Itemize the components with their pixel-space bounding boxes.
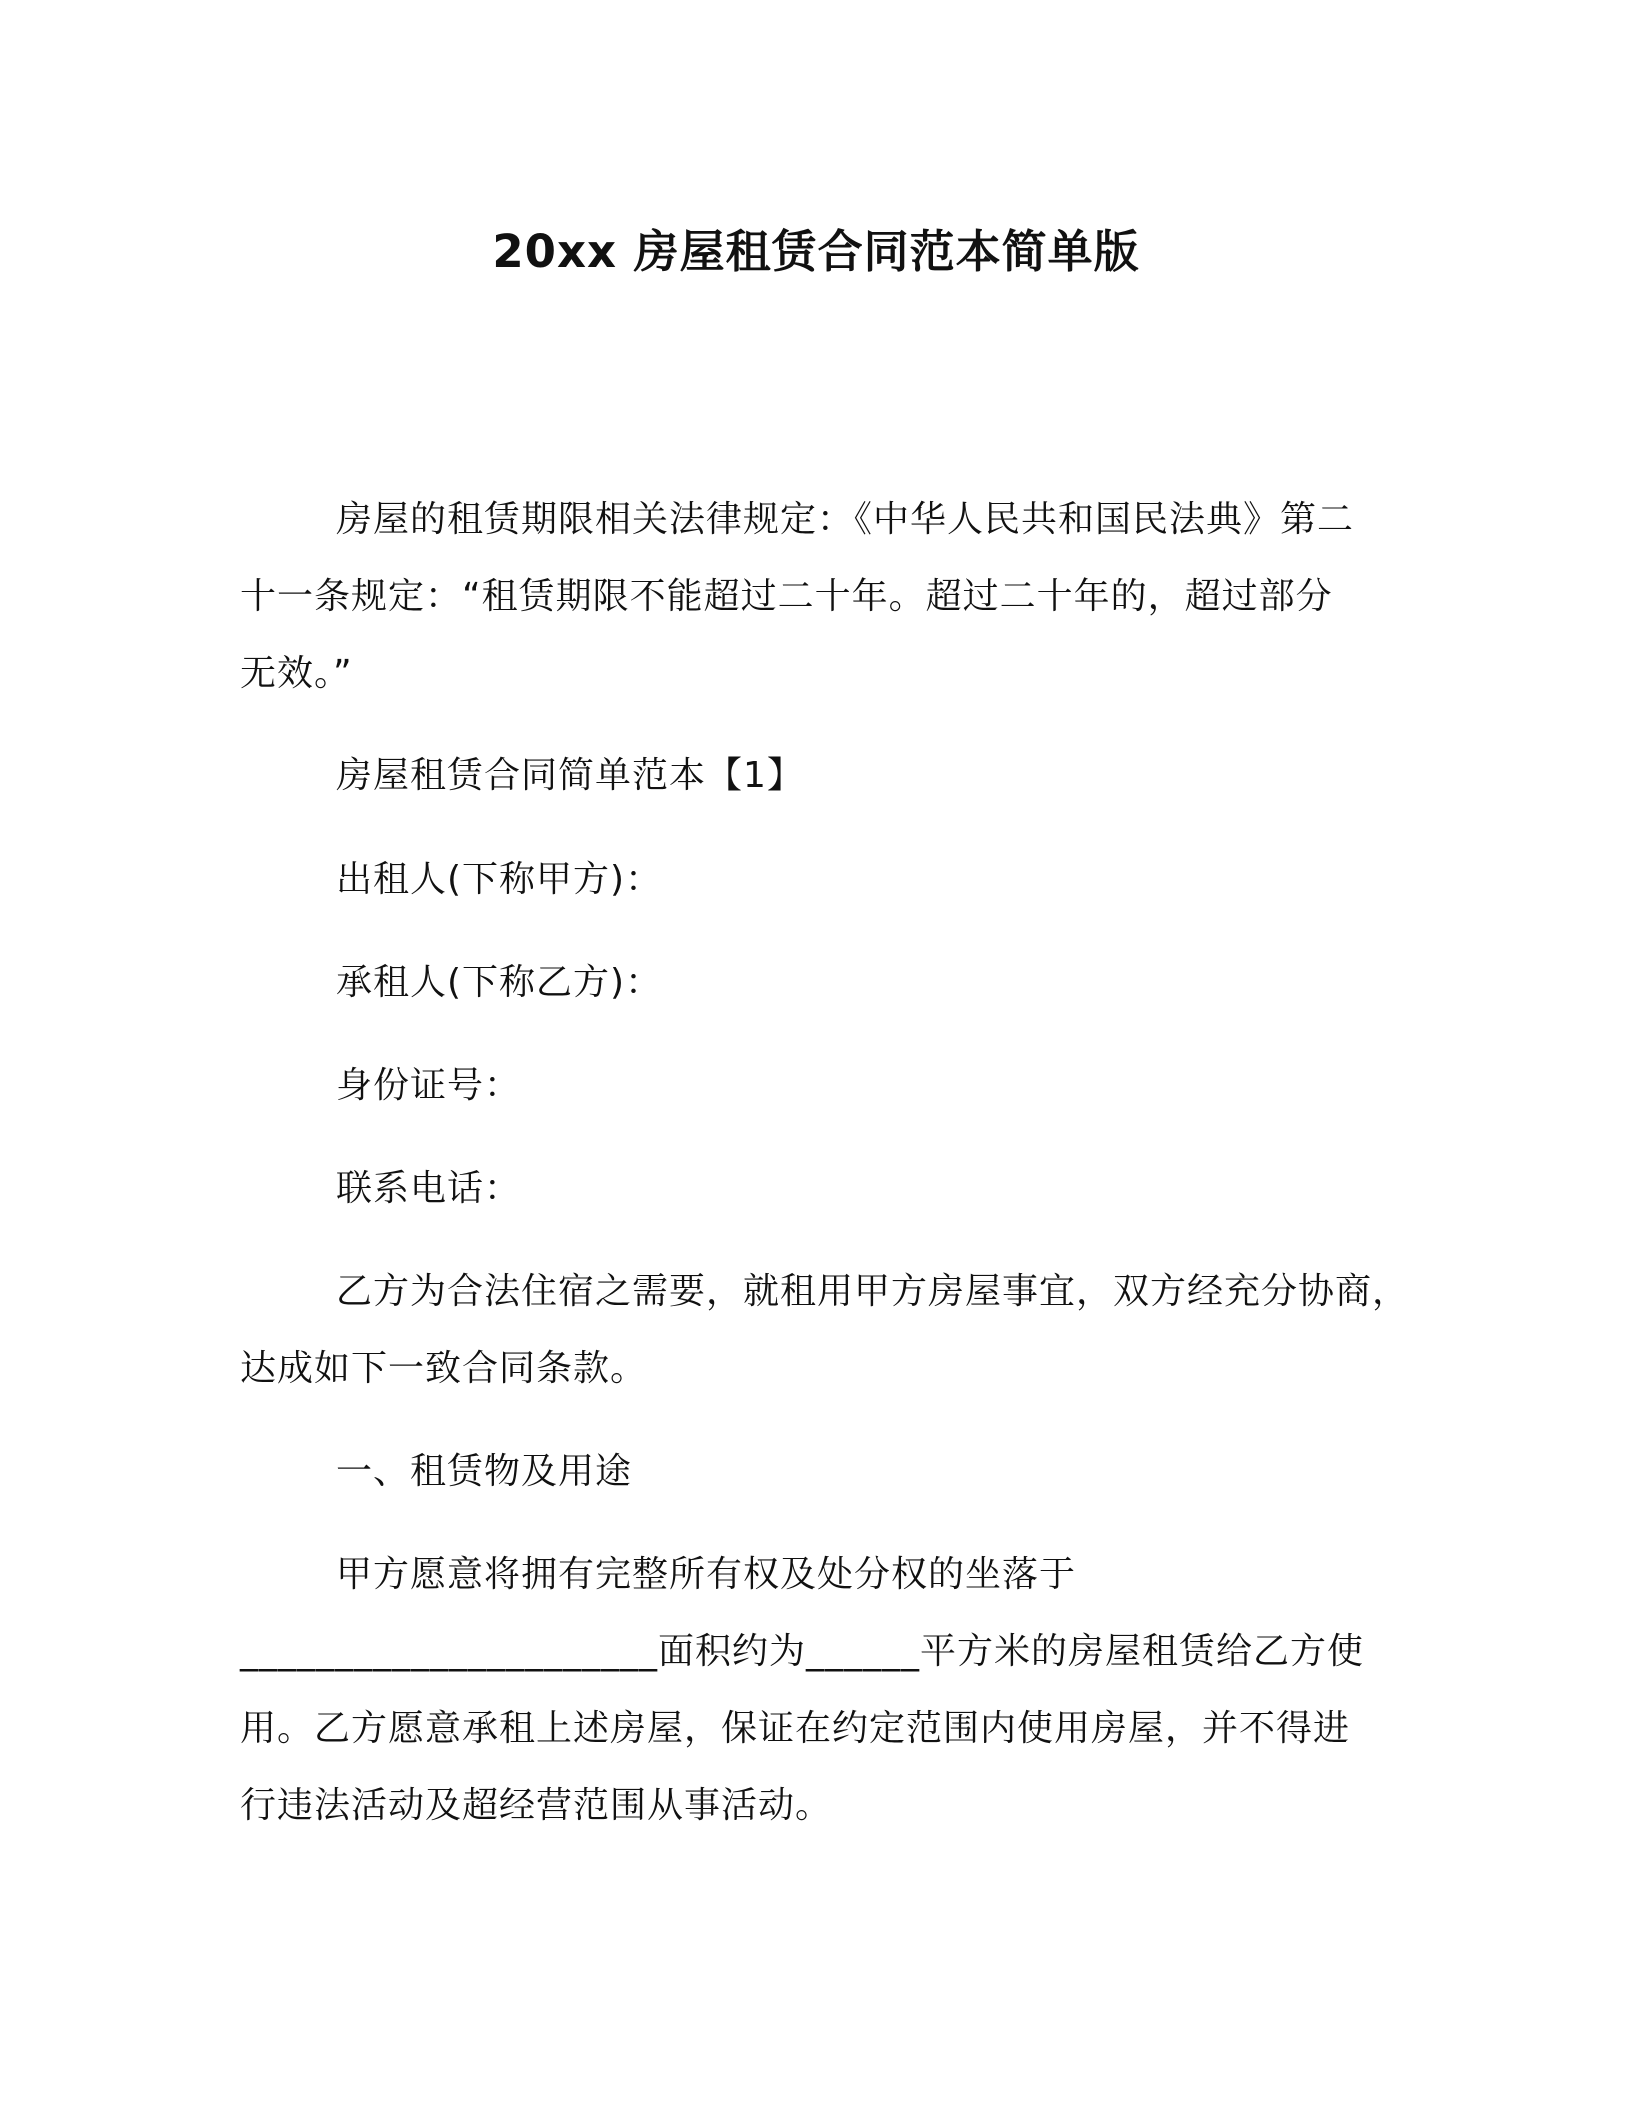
paragraph-line: 十一条规定：“租赁期限不能超过二十年。超过二十年的，超过部分 (240, 576, 1333, 617)
paragraph-line: ______________________面积约为______平方米的房屋租赁给乙方使 (240, 1631, 1365, 1672)
paragraph-line: 甲方愿意将拥有完整所有权及处分权的坐落于 (336, 1554, 1077, 1595)
paragraph-line: 达成如下一致合同条款。 (240, 1348, 648, 1389)
lessor-label: 出租人(下称甲方)： (336, 859, 663, 900)
paragraph-line: 用。乙方愿意承租上述房屋，保证在约定范围内使用房屋，并不得进 (240, 1708, 1351, 1749)
lessee-label: 承租人(下称乙方)： (336, 962, 663, 1003)
paragraph-line: 行违法活动及超经营范围从事活动。 (240, 1785, 833, 1826)
document-title: 20xx 房屋租赁合同范本简单版 (492, 225, 1140, 278)
section-heading: 一、租赁物及用途 (336, 1451, 633, 1492)
paragraph-line: 乙方为合法住宿之需要，就租用甲方房屋事宜，双方经充分协商， (336, 1271, 1410, 1312)
id-number-label: 身份证号： (336, 1065, 522, 1106)
contract-heading: 房屋租赁合同简单范本【1】 (336, 755, 804, 796)
paragraph-line: 无效。” (240, 653, 353, 694)
paragraph-line: 房屋的租赁期限相关法律规定：《中华人民共和国民法典》第二 (336, 499, 1355, 540)
phone-label: 联系电话： (336, 1168, 522, 1209)
